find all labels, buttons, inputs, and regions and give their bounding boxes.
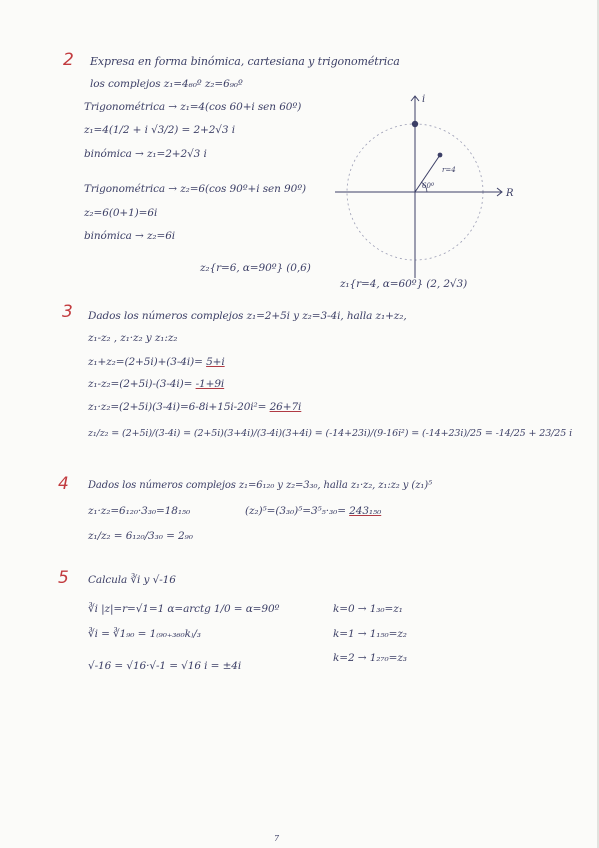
result: 26+7i <box>269 401 302 413</box>
work-line: z₂{r=6, α=90º} (0,6) <box>200 262 311 274</box>
problem-number: 4 <box>58 474 69 494</box>
modulus-label: r=4 <box>442 166 456 174</box>
work-line: z₁/z₂ = 6₁₂₀/3₃₀ = 2₉₀ <box>88 530 193 542</box>
expression: z₁+z₂=(2+5i)+(3-4i)= <box>88 356 203 368</box>
problem-statement-cont: los complejos z₁=4₆₀º z₂=6₉₀º <box>90 78 243 90</box>
result: -1+9i <box>195 378 225 390</box>
problem-number: 5 <box>58 568 69 588</box>
work-line: z₁=4(1/2 + i √3/2) = 2+2√3 i <box>84 124 235 136</box>
result: 5+i <box>206 356 225 368</box>
z1-point <box>438 153 443 158</box>
work-line: Trigonométrica → z₂=6(cos 90º+i sen 90º) <box>84 183 307 195</box>
work-line: ∛i |z|=r=√1=1 α=arctg 1/0 = α=90º <box>88 603 280 615</box>
work-line: z₂=6(0+1)=6i <box>84 207 158 219</box>
problem-statement: Dados los números complejos z₁=6₁₂₀ y z₂=3₃₀, halla z₁·z₂, z₁:z₂ y (z₁)⁵ <box>88 480 432 491</box>
expression: z₁-z₂=(2+5i)-(3-4i)= <box>88 378 193 390</box>
work-line: √-16 = √16·√-1 = √16 i = ±4i <box>88 660 242 672</box>
complex-plane-graph <box>330 88 520 288</box>
problem-number: 3 <box>62 302 73 322</box>
work-line: binómica → z₂=6i <box>84 230 176 242</box>
problem-number: 2 <box>63 50 74 70</box>
problem-statement: Expresa en forma binómica, cartesiana y trigonométrica <box>90 55 400 68</box>
problem-statement-cont: z₁-z₂ , z₁·z₂ y z₁:z₂ <box>88 332 178 344</box>
expression: (z₂)⁵=(3₃₀)⁵=3⁵₅·₃₀= <box>245 505 346 517</box>
work-line: ∛i = ∛1₉₀ = 1₍₉₀₊₃₆₀k₎/₃ <box>88 628 201 640</box>
page-number: 7 <box>274 834 279 843</box>
angle-label: 60º <box>422 182 435 190</box>
result: 243₁₅₀ <box>349 505 382 517</box>
problem-statement: Calcula ∛i y √-16 <box>88 574 176 586</box>
work-line <box>245 505 381 517</box>
problem-statement: Dados los números complejos z₁=2+5i y z₂=3-4i, halla z₁+z₂, <box>88 310 407 322</box>
root-k0: k=0 → 1₃₀=z₁ <box>333 603 403 615</box>
work-line-division: z₁/z₂ = (2+5i)/(3-4i) = (2+5i)(3+4i)/(3-4i)(3+4i) = (-14+23i)/(9-16i²) = (-14+23i)/25 = -14/25 + 23/25 i <box>88 428 573 439</box>
z2-point <box>412 121 418 127</box>
real-axis-label: R <box>506 188 514 199</box>
work-line: binómica → z₁=2+2√3 i <box>84 148 207 160</box>
root-k2: k=2 → 1₂₇₀=z₃ <box>333 652 407 664</box>
imag-axis-label: i <box>422 94 426 105</box>
work-line <box>88 401 301 413</box>
expression: z₁·z₂=(2+5i)(3-4i)=6-8i+15i-20i²= <box>88 401 267 413</box>
root-k1: k=1 → 1₁₅₀=z₂ <box>333 628 407 640</box>
graph-caption: z₁{r=4, α=60º} (2, 2√3) <box>340 278 468 290</box>
work-line: Trigonométrica → z₁=4(cos 60+i sen 60º) <box>84 101 302 113</box>
work-line: z₁·z₂=6₁₂₀·3₃₀=18₁₅₀ <box>88 505 191 517</box>
work-line <box>88 378 224 390</box>
work-line <box>88 356 225 368</box>
